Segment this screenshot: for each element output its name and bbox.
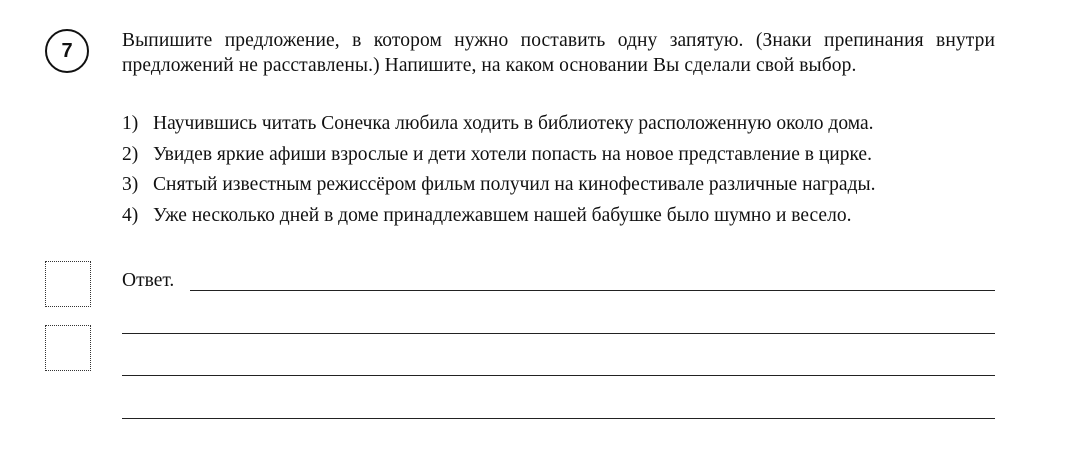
options-list — [122, 109, 1002, 231]
option-text: Научившись читать Сонечка любила ходить в библиотеку расположенную около дома. — [153, 113, 874, 134]
task-number: 7 — [61, 39, 73, 62]
task-instruction: Выпишите предложение, в котором нужно поставить одну запятую. (Знаки препинания внутри предложений не расставлены.) Напишите, на каком основании Вы сделали свой выбор. — [122, 30, 995, 76]
option-text: Увидев яркие афиши взрослые и дети хотели попасть на новое представление в цирке. — [153, 143, 872, 165]
answer-line-3[interactable] — [122, 375, 995, 376]
option-2 — [122, 140, 1002, 171]
option-number: 3) — [122, 174, 139, 195]
option-1 — [122, 109, 1002, 140]
answer-line-2[interactable] — [122, 333, 995, 334]
answer-line-4[interactable] — [122, 418, 995, 419]
option-number: 4) — [122, 204, 139, 226]
option-3 — [122, 170, 1002, 201]
option-number: 2) — [122, 143, 139, 165]
option-number: 1) — [122, 113, 139, 134]
task-number-circle — [45, 29, 89, 73]
score-box-1[interactable] — [45, 261, 91, 307]
answer-line-1[interactable] — [190, 290, 995, 291]
score-box-2[interactable] — [45, 325, 91, 371]
answer-label: Ответ. — [122, 270, 175, 291]
option-text: Снятый известным режиссёром фильм получил на кинофестивале различные награды. — [153, 174, 876, 195]
option-4 — [122, 201, 1002, 232]
option-text: Уже несколько дней в доме принадлежавшем нашей бабушке было шумно и весело. — [153, 204, 852, 226]
